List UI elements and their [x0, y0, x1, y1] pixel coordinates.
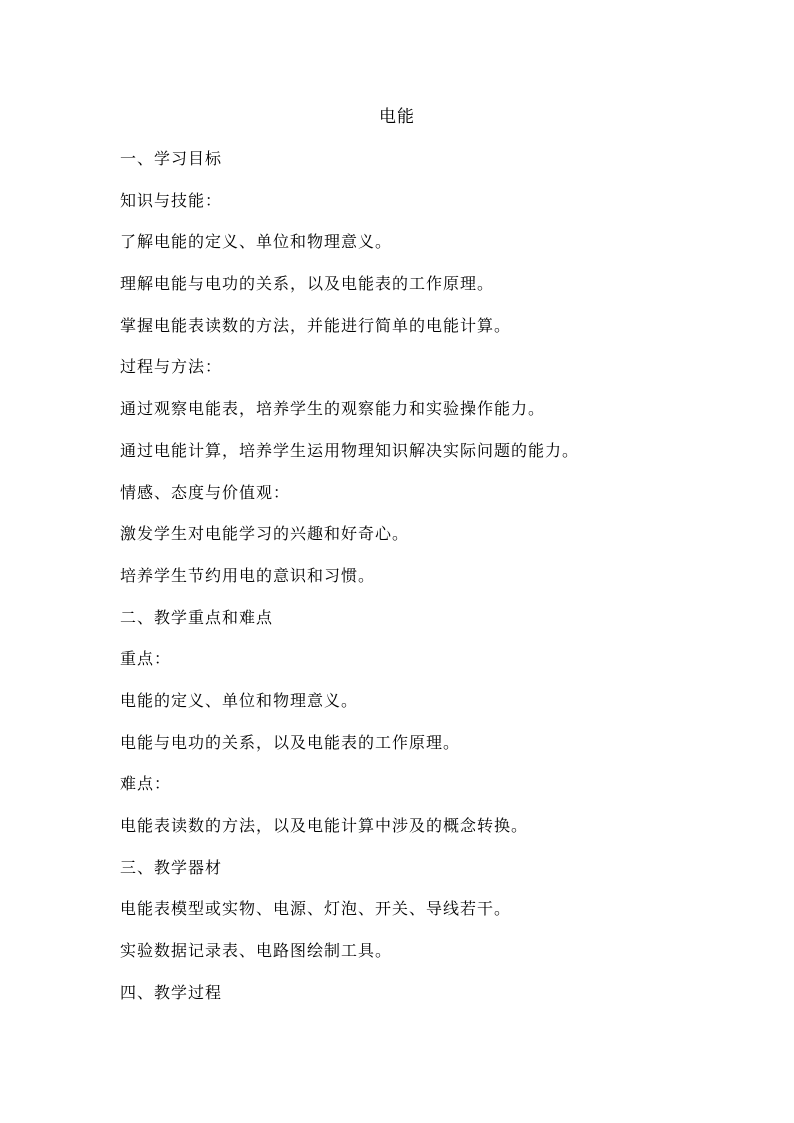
paragraph: 电能的定义、单位和物理意义。: [120, 690, 359, 710]
paragraph: 电能与电功的关系，以及电能表的工作原理。: [120, 732, 461, 752]
subheading-attitudes-values: 情感、态度与价值观：: [120, 482, 291, 502]
paragraph: 掌握电能表读数的方法，并能进行简单的电能计算。: [120, 315, 512, 335]
subheading-difficult: 难点：: [120, 774, 172, 794]
paragraph: 通过观察电能表，培养学生的观察能力和实验操作能力。: [120, 399, 546, 419]
document-body: [120, 148, 740, 1023]
section-heading-key-points: 二、教学重点和难点: [120, 607, 274, 627]
paragraph: 实验数据记录表、电路图绘制工具。: [120, 941, 393, 961]
subheading-knowledge-skills: 知识与技能：: [120, 190, 223, 210]
section-heading-objectives: 一、学习目标: [120, 149, 223, 168]
document-title: 电能: [379, 107, 415, 127]
paragraph: 通过电能计算，培养学生运用物理知识解决实际问题的能力。: [120, 440, 580, 460]
subheading-key: 重点：: [120, 649, 172, 669]
paragraph: 了解电能的定义、单位和物理意义。: [120, 232, 393, 252]
section-heading-process: 四、教学过程: [120, 982, 223, 1002]
paragraph: 激发学生对电能学习的兴趣和好奇心。: [120, 524, 410, 544]
paragraph: 培养学生节约用电的意识和习惯。: [120, 565, 376, 585]
paragraph: 电能表模型或实物、电源、灯泡、开关、导线若干。: [120, 899, 512, 919]
section-heading-equipment: 三、教学器材: [120, 857, 223, 877]
paragraph: 理解电能与电功的关系，以及电能表的工作原理。: [120, 274, 495, 294]
paragraph: 电能表读数的方法，以及电能计算中涉及的概念转换。: [120, 816, 529, 835]
subheading-process-methods: 过程与方法：: [120, 357, 223, 377]
